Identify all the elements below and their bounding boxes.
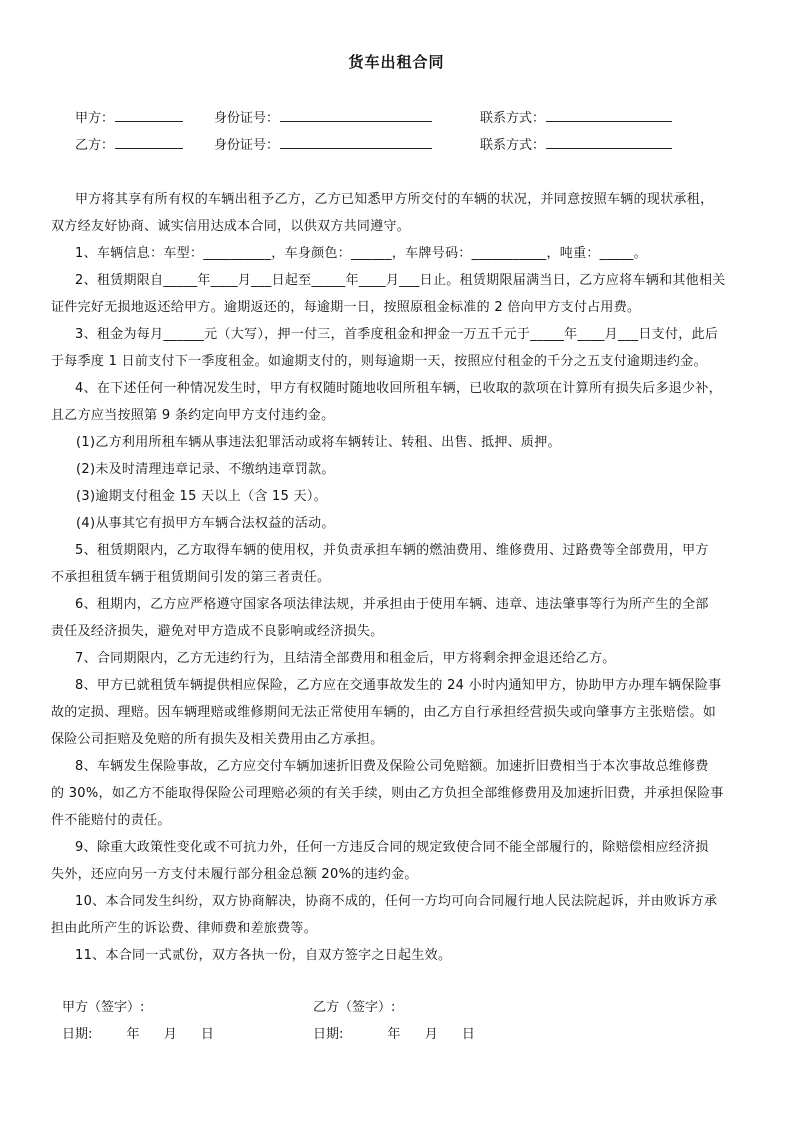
party-b-name-field[interactable] (75, 134, 183, 156)
party-b-signature-field[interactable]: 乙方（签字）: (313, 1000, 396, 1015)
party-a-label: 甲方： (75, 111, 115, 126)
party-a-name-blank[interactable] (115, 107, 183, 122)
party-a-date-field[interactable] (62, 1025, 214, 1045)
party-b-contact-field[interactable] (480, 134, 672, 156)
party-b-row (0, 134, 793, 156)
clause-8b-line-1: 8、车辆发生保险事故，乙方应交付车辆加速折旧费及保险公司免赔额。加速折旧费相当于本次事故总维修费 (75, 759, 709, 774)
clause-8b-line-2: 的 30%，如乙方不能取得保险公司理赔必须的有关手续，则由乙方负担全部维修费用及加速折旧费，并承担保险事 (51, 786, 724, 801)
clause-5-line-2: 不承担租赁车辆于租赁期间引发的第三者责任。 (51, 570, 331, 585)
party-b-date-label: 日期: (313, 1027, 344, 1042)
clause-4-line-2: 且乙方应当按照第 9 条约定向甲方支付违约金。 (51, 408, 335, 423)
party-a-id-blank[interactable] (280, 107, 432, 122)
intro-line-2: 双方经友好协商、诚实信用达成本合同，以供双方共同遵守。 (51, 219, 411, 234)
clause-3-line-2: 于每季度 1 日前支付下一季度租金。如逾期支付的，则每逾期一天，按照应付租金的千分之五支付逾期违约金。 (51, 354, 707, 369)
party-b-id-blank[interactable] (280, 134, 432, 149)
clause-7: 7、合同期限内，乙方无违约行为，且结清全部费用和租金后，甲方将剩余押金退还给乙方。 (75, 651, 616, 666)
contract-title: 货车出租合同 (348, 53, 445, 71)
clause-9-line-2: 失外，还应向另一方支付未履行部分租金总额 20%的违约金。 (51, 867, 418, 882)
party-b-id-label: 身份证号： (214, 138, 280, 153)
clause-3-line-1: 3、租金为每月______元（大写），押一付三，首季度租金和押金一万五千元于_____年____月___日支付，此后 (75, 327, 719, 342)
contract-body (51, 186, 747, 969)
party-a-date-label: 日期: (62, 1027, 93, 1042)
clause-10-line-1: 10、本合同发生纠纷，双方协商解决，协商不成的，任何一方均可向合同履行地人民法院起诉，并由败诉方承 (75, 894, 718, 909)
party-a-contact-label: 联系方式： (480, 111, 546, 126)
party-b-id-field[interactable] (214, 134, 432, 156)
party-b-date-year: 年 (387, 1027, 401, 1042)
clause-6-line-2: 责任及经济损失，避免对甲方造成不良影响或经济损失。 (51, 624, 384, 639)
party-a-signature-field[interactable]: 甲方（签字）: (62, 1000, 145, 1015)
party-a-row (0, 107, 793, 129)
party-a-contact-field[interactable] (480, 107, 672, 129)
clause-4-item-4: (4)从事其它有损甲方车辆合法权益的活动。 (76, 516, 335, 531)
intro-line-1: 甲方将其享有所有权的车辆出租予乙方，乙方已知悉甲方所交付的车辆的状况，并同意按照车辆的现状承租， (75, 192, 714, 207)
party-b-contact-label: 联系方式： (480, 138, 546, 153)
clause-2-line-1: 2、租赁期限自_____年____月___日起至_____年____月___日止。租赁期限届满当日，乙方应将车辆和其他相关 (75, 273, 726, 288)
party-b-contact-blank[interactable] (546, 134, 672, 149)
party-a-id-label: 身份证号： (214, 111, 280, 126)
clause-6-line-1: 6、租期内，乙方应严格遵守国家各项法律法规，并承担由于使用车辆、违章、违法肇事等行为所产生的全部 (75, 597, 709, 612)
clause-8b-line-3: 件不能赔付的责任。 (51, 813, 171, 828)
party-a-name-field[interactable] (75, 107, 183, 129)
party-b-label: 乙方： (75, 138, 115, 153)
party-a-contact-blank[interactable] (546, 107, 672, 122)
clause-9-line-1: 9、除重大政策性变化或不可抗力外，任何一方违反合同的规定致使合同不能全部履行的，除赔偿相应经济损 (75, 840, 709, 855)
party-a-id-field[interactable] (214, 107, 432, 129)
clause-4-line-1: 4、在下述任何一种情况发生时，甲方有权随时随地收回所租车辆，已收取的款项在计算所有损失后多退少补， (75, 381, 722, 396)
party-b-name-blank[interactable] (115, 134, 183, 149)
clause-11: 11、本合同一式贰份，双方各执一份，自双方签字之日起生效。 (75, 948, 452, 963)
clause-10-line-2: 担由此所产生的诉讼费、律师费和差旅费等。 (51, 921, 318, 936)
clause-1: 1、车辆信息：车型：__________，车身颜色：______，车牌号码：___________，吨重：_____。 (75, 246, 647, 261)
party-a-date-year: 年 (126, 1027, 140, 1042)
party-b-date-field[interactable] (313, 1025, 475, 1045)
clause-4-item-3: (3)逾期支付租金 15 天以上（含 15 天）。 (76, 489, 328, 504)
clause-5-line-1: 5、租赁期限内，乙方取得车辆的使用权，并负责承担车辆的燃油费用、维修费用、过路费等全部费用，甲方 (75, 543, 709, 558)
clause-4-item-1: (1)乙方利用所租车辆从事违法犯罪活动或将车辆转让、转租、出售、抵押、质押。 (76, 435, 561, 450)
party-b-date-month: 月 (424, 1027, 438, 1042)
party-b-date-day: 日 (461, 1027, 475, 1042)
clause-4-item-2: (2)未及时清理违章记录、不缴纳违章罚款。 (76, 462, 335, 477)
clause-8a-line-1: 8、甲方已就租赁车辆提供相应保险，乙方应在交通事故发生的 24 小时内通知甲方，协助甲方办理车辆保险事 (75, 678, 722, 693)
party-a-date-month: 月 (163, 1027, 177, 1042)
clause-2-line-2: 证件完好无损地返还给甲方。逾期返还的，每逾期一日，按照原租金标准的 2 倍向甲方支付占用费。 (51, 300, 641, 315)
clause-8a-line-2: 故的定损、理赔。因车辆理赔或维修期间无法正常使用车辆的，由乙方自行承担经营损失或向肇事方主张赔偿。如 (51, 705, 717, 720)
party-a-date-day: 日 (200, 1027, 214, 1042)
clause-8a-line-3: 保险公司拒赔及免赔的所有损失及相关费用由乙方承担。 (51, 732, 384, 747)
